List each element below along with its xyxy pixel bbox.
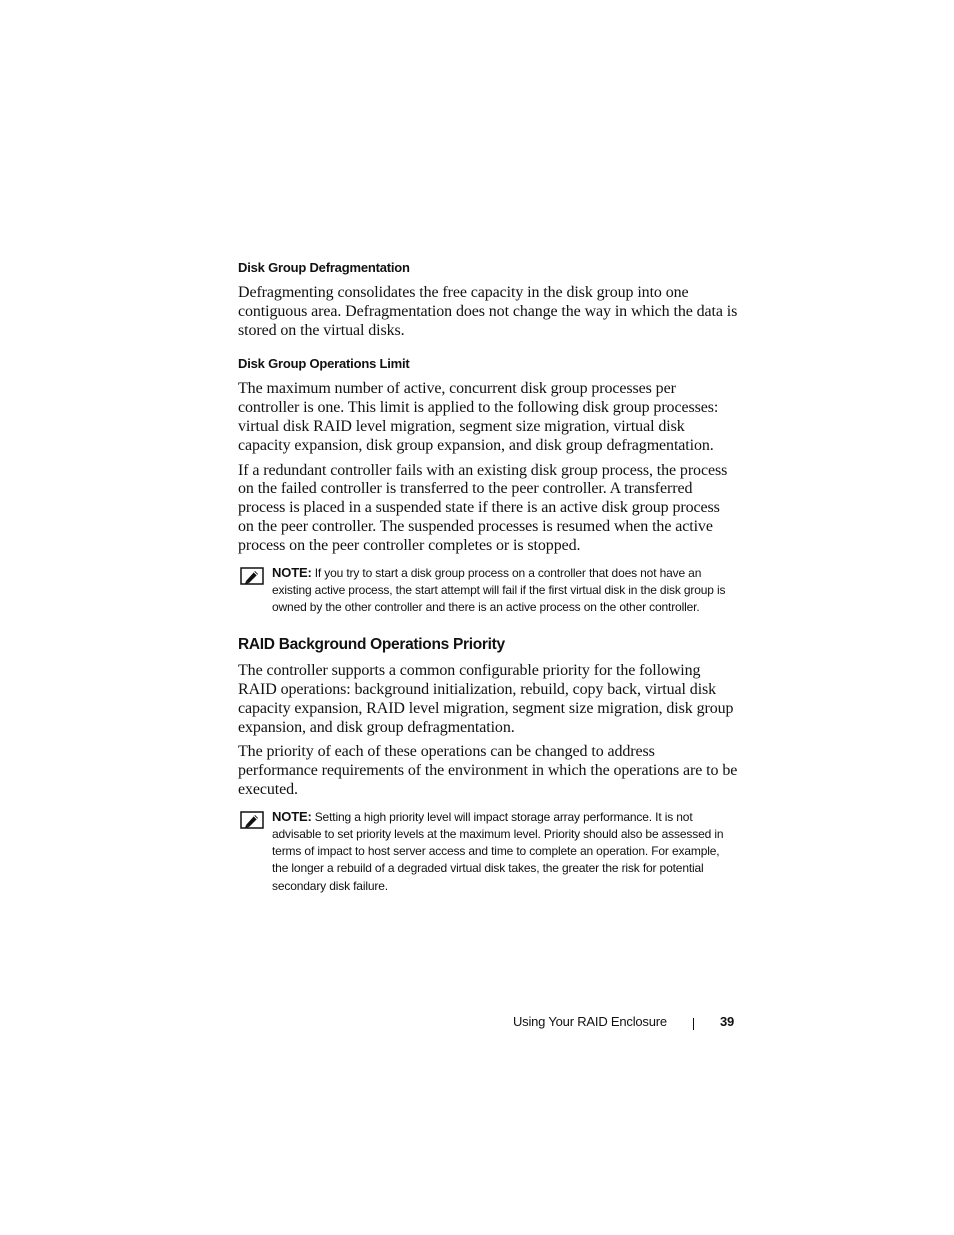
pencil-note-icon [240,567,264,585]
page-footer [513,1014,734,1029]
note-disk-group-process [238,564,738,617]
ops-limit-paragraph-2: If a redundant controller fails with an existing disk group process, the process on the failed controller is transferred to the peer controller. A transferred process is placed in a suspended state if there is an active disk group process on the peer controller. The suspended processes is resumed when the active process on the peer controller completes or is stopped. [238,461,728,554]
note-text: If you try to start a disk group process on a controller that does not have an existing active process, the start attempt will fail if the first virtual disk in the disk group is owned by the other controller and there is an active process on the other controller. [272,565,726,614]
priority-paragraph-1: The controller supports a common configurable priority for the following RAID operations: background initialization, rebuild, copy back, virtual disk capacity expansion, RAID level migration, segment size migration, disk group expansion, and disk group defragmentation. [238,662,734,736]
note-label: NOTE: [272,564,312,580]
priority-heading: RAID Background Operations Priority [238,636,505,654]
pencil-note-icon [240,811,264,829]
priority-paragraph-2: The priority of each of these operations can be changed to address performance requirements of the environment in which the operations are to be executed. [238,743,738,798]
defrag-heading: Disk Group Defragmentation [238,260,410,275]
footer-page-number: 39 [719,1014,734,1029]
page-content [238,258,738,895]
defrag-paragraph: Defragmenting consolidates the free capacity in the disk group into one contiguous area. Defragmentation does not change the way in which the data is stored on the virtual disks. [238,284,738,339]
ops-limit-heading: Disk Group Operations Limit [238,356,410,372]
note-priority-level [238,808,738,895]
note-label: NOTE: [272,808,312,824]
footer-chapter-title: Using Your RAID Enclosure [512,1014,667,1029]
footer-divider [693,1018,694,1030]
note-text: Setting a high priority level will impact storage array performance. It is not advisable to set priority levels at the maximum level. Priority should also be assessed in terms of impact to host server access and time to complete an operation. For example, the longer a rebuild of a degraded virtual disk takes, the greater the risk for potential secondary disk failure. [272,809,724,893]
ops-limit-paragraph-1: The maximum number of active, concurrent disk group processes per controller is one. This limit is applied to the following disk group processes: virtual disk RAID level migration, segment size migration, virtual disk capacity expansion, disk group expansion, and disk group defragmentation. [238,380,719,454]
